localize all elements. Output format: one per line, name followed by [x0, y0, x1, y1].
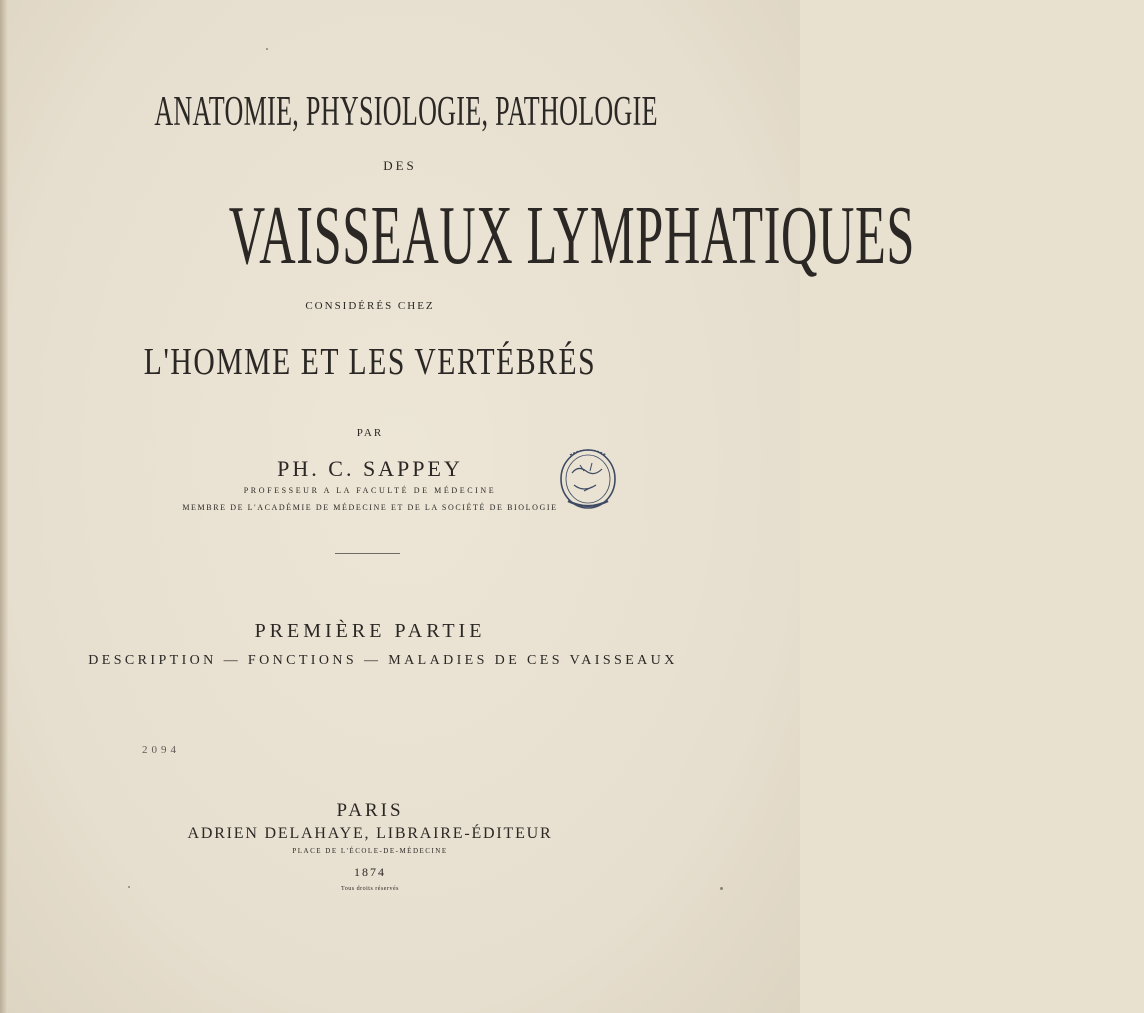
rights-notice: Tous droits réservés	[341, 886, 399, 892]
title-line-2-wrap	[0, 187, 916, 284]
title-line-3: L'HOMME ET LES VERTÉBRÉS	[143, 341, 597, 383]
author-role-2: MEMBRE DE L'ACADÉMIE DE MÉDECINE ET DE LA SOCIÉTÉ DE BIOLOGIE	[182, 503, 558, 512]
considered-label: CONSIDÉRÉS CHEZ	[305, 300, 435, 312]
shelfmark-number: 2094	[142, 744, 180, 756]
title-line-2: VAISSEAUX LYMPHATIQUES	[228, 189, 916, 282]
publisher-address: PLACE DE L'ÉCOLE-DE-MÉDECINE	[292, 847, 448, 855]
title-line-1: ANATOMIE, PHYSIOLOGIE, PATHOLOGIE	[154, 89, 658, 135]
author-name: PH. C. SAPPEY	[277, 456, 463, 481]
paper-speck	[266, 48, 268, 50]
title-des: DES	[383, 158, 417, 173]
title-line-1-wrap	[0, 88, 800, 136]
publication-year: 1874	[354, 865, 386, 879]
title-line-3-wrap	[0, 340, 770, 384]
par-label: PAR	[356, 427, 384, 439]
author-role-1: PROFESSEUR A LA FACULTÉ DE MÉDECINE	[243, 486, 497, 495]
library-stamp	[554, 443, 622, 513]
paper-speck	[128, 886, 130, 888]
separator-rule	[335, 553, 400, 554]
part-heading: PREMIÈRE PARTIE	[254, 620, 486, 642]
publisher-name: ADRIEN DELAHAYE, LIBRAIRE-ÉDITEUR	[187, 825, 553, 842]
part-subtitle: DESCRIPTION — FONCTIONS — MALADIES DE CES VAISSEAUX	[88, 653, 678, 668]
publication-city: PARIS	[336, 800, 404, 821]
paper-speck	[720, 887, 723, 890]
